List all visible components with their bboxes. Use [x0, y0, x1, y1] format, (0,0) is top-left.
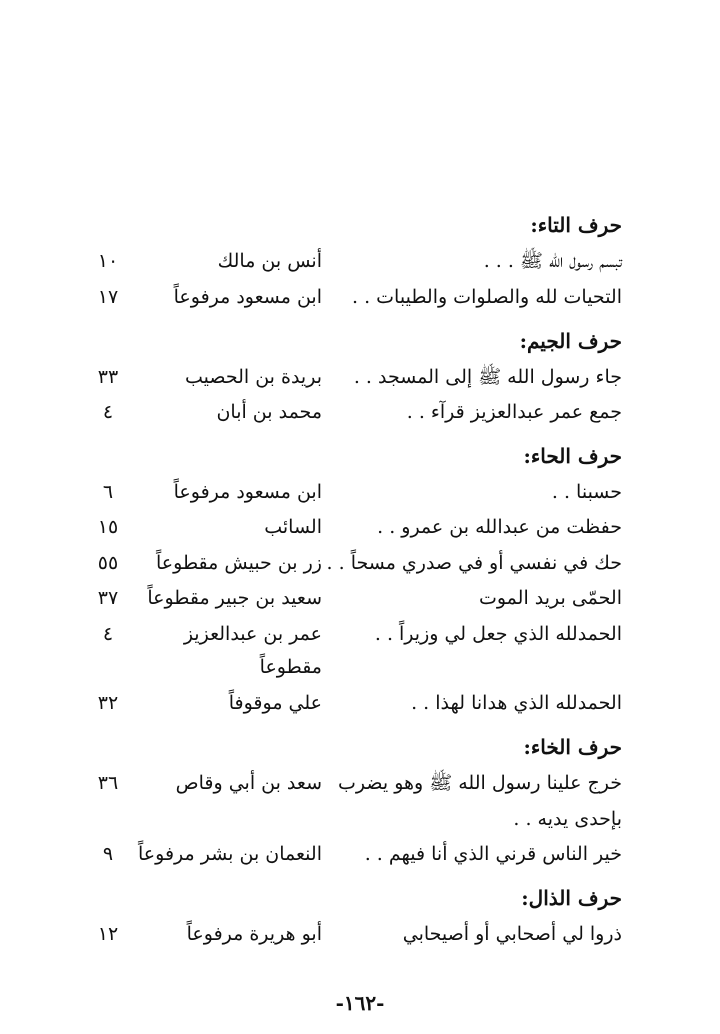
page-number: ٣٧ [97, 587, 119, 609]
index-row [0, 243, 720, 279]
page-number: ٣٣ [97, 366, 119, 388]
hadith-text: الحمّى بريد الموت [478, 587, 622, 609]
page-number: ١٧ [97, 286, 119, 308]
index-row [0, 474, 720, 510]
index-row [0, 279, 720, 315]
folio-page-number: -١٦٢- [335, 991, 385, 1015]
narrator-text: ابن مسعود مرفوعاً [173, 481, 322, 503]
section-heading: حرف الجيم: [519, 329, 622, 353]
narrator-text: أبو هريرة مرفوعاً [186, 923, 322, 945]
index-row-continuation [0, 801, 720, 837]
narrator-text: أنس بن مالك [217, 250, 322, 272]
narrator-text: سعد بن أبي وقاص [175, 772, 322, 794]
hadith-text: الحمدلله الذي جعل لي وزيراً . . [374, 623, 622, 645]
section-heading-haa [0, 438, 720, 474]
narrator-text: سعيد بن جبير مقطوعاً [147, 587, 322, 609]
index-row [0, 916, 720, 952]
page-number: ١٥ [97, 516, 119, 538]
section-heading: حرف الذال: [521, 886, 622, 910]
page-number: ٤ [102, 401, 114, 423]
narrator-text: زر بن حبيش مقطوعاً [156, 552, 322, 574]
hadith-text: تبسم رسول الله ﷺ . . . [483, 250, 622, 272]
index-row [0, 616, 720, 652]
page-number: ٣٦ [97, 772, 119, 794]
page-number: ٣٢ [97, 692, 119, 714]
page-number: ٦ [102, 481, 114, 503]
hadith-text: الحمدلله الذي هدانا لهذا . . [411, 692, 622, 714]
narrator-text: السائب [264, 516, 322, 538]
page-number: ١٢ [97, 923, 119, 945]
narrator-text: بريدة بن الحصيب [184, 366, 322, 388]
narrator-text: علي موقوفاً [228, 692, 322, 714]
index-row [0, 359, 720, 395]
section-heading-jeem [0, 323, 720, 359]
hadith-text: حفظت من عبدالله بن عمرو . . [377, 516, 622, 538]
index-row [0, 765, 720, 801]
index-row-continuation [0, 649, 720, 685]
hadith-text: جمع عمر عبدالعزيز قرآء . . [406, 401, 622, 423]
hadith-text: حسبنا . . [551, 481, 622, 503]
narrator-text: ابن مسعود مرفوعاً [173, 286, 322, 308]
section-heading-dhaal [0, 880, 720, 916]
hadith-text-continued: بإحدى يديه . . [513, 808, 622, 830]
page-number: ١٠ [97, 250, 119, 272]
hadith-text: التحيات لله والصلوات والطيبات . . [352, 286, 622, 308]
hadith-text: خرج علينا رسول الله ﷺ وهو يضرب [338, 772, 622, 794]
narrator-text: محمد بن أبان [216, 401, 322, 423]
index-row [0, 394, 720, 430]
section-heading: حرف الحاء: [523, 444, 622, 468]
index-row [0, 580, 720, 616]
index-row [0, 509, 720, 545]
narrator-text: النعمان بن بشر مرفوعاً [138, 843, 322, 865]
section-heading-khaa [0, 729, 720, 765]
hadith-text: ذروا لي أصحابي أو أصيحابي [402, 923, 622, 945]
section-heading: حرف الخاء: [523, 735, 622, 759]
section-heading: حرف التاء: [530, 213, 622, 237]
page-number: ٤ [102, 623, 114, 645]
index-row [0, 685, 720, 721]
page-number: ٩ [102, 843, 114, 865]
hadith-text: خير الناس قرني الذي أنا فيهم . . [364, 843, 622, 865]
index-row [0, 836, 720, 872]
hadith-text: حك في نفسي أو في صدري مسحاً . . [326, 552, 622, 574]
hadith-text: جاء رسول الله ﷺ إلى المسجد . . [353, 366, 622, 388]
narrator-text: عمر بن عبدالعزيز [183, 623, 322, 645]
narrator-text-continued: مقطوعاً [259, 656, 322, 678]
index-row [0, 545, 720, 581]
page-number: ٥٥ [97, 552, 119, 574]
section-heading-taa [0, 207, 720, 243]
